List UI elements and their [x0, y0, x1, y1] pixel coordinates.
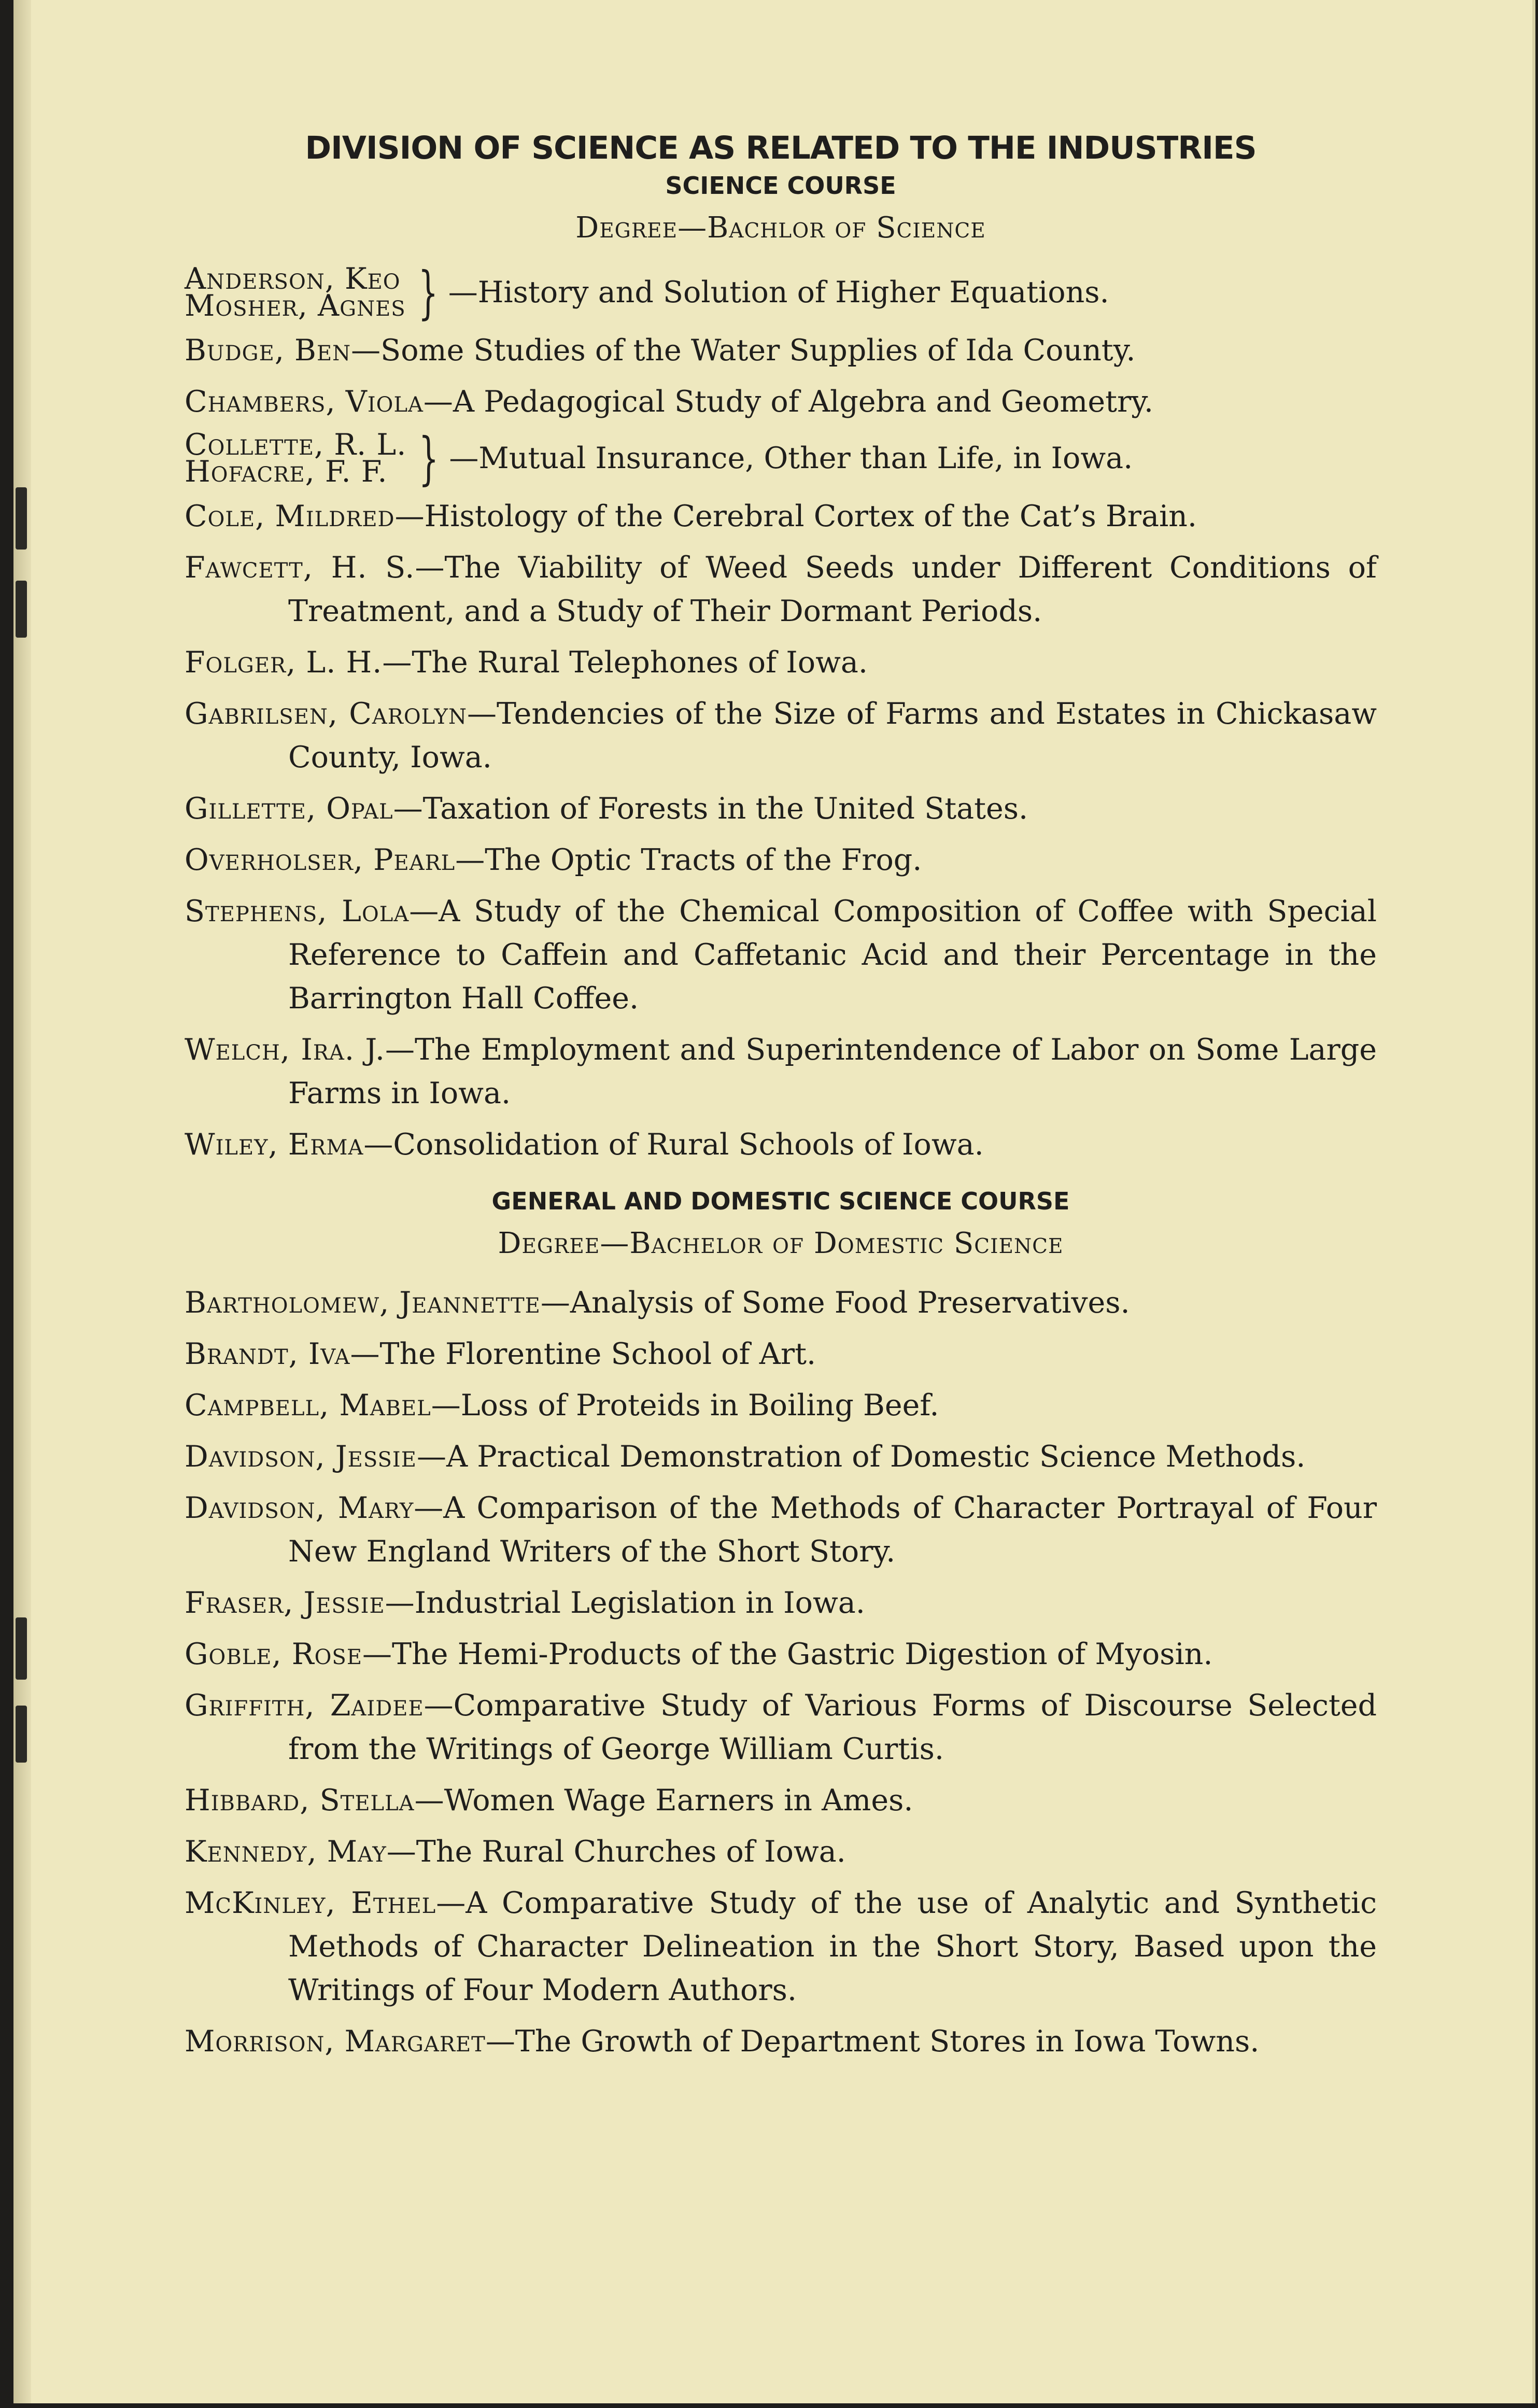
degree-line: Degree—Bachelor of Domestic Science — [498, 1227, 1064, 1260]
thesis-title: —Women Wage Earners in Ames. — [414, 1783, 913, 1818]
thesis-title: —The Florentine School of Art. — [350, 1337, 816, 1371]
thesis-title: —Some Studies of the Water Supplies of Ida County. — [351, 333, 1136, 368]
paired-entry — [185, 259, 1377, 326]
thesis-title: —The Viability of Weed Seeds under Different Conditions of Treatment, and a Study of Their Dormant Periods. — [288, 551, 1377, 628]
degree-line: Degree—Bachlor of Science — [575, 211, 986, 245]
thesis-title: —A Comparison of the Methods of Character Portrayal of Four New England Writers of the Short Story. — [288, 1491, 1377, 1569]
author-name: Morrison, Margaret — [185, 2024, 486, 2059]
author-name: Wiley, Erma — [185, 1128, 364, 1162]
page-spine — [13, 0, 31, 2403]
list-item — [185, 495, 1377, 538]
list-item — [185, 692, 1377, 779]
thesis-title: —A Comparative Study of the use of Analytic and Synthetic Methods of Character Delineation in the Short Story, Based upon the Writings of Four Modern Authors. — [288, 1886, 1377, 2007]
list-item — [185, 1486, 1377, 1573]
author-name: Budge, Ben — [185, 333, 351, 368]
list-item — [185, 380, 1377, 424]
binding-mark — [16, 1617, 27, 1680]
thesis-title: —Analysis of Some Food Preservatives. — [540, 1286, 1130, 1320]
list-item — [185, 329, 1377, 372]
list-item — [185, 890, 1377, 1020]
list-item — [185, 787, 1377, 830]
list-item — [185, 1435, 1377, 1478]
thesis-title: —The Hemi-Products of the Gastric Digestion of Myosin. — [362, 1637, 1213, 1671]
author-name: Hibbard, Stella — [185, 1783, 415, 1818]
author-name: Chambers, Viola — [185, 385, 424, 419]
thesis-title: —Tendencies of the Size of Farms and Estates in Chickasaw County, Iowa. — [288, 697, 1377, 774]
thesis-title: —The Optic Tracts of the Frog. — [455, 843, 922, 877]
author-name: Campbell, Mabel — [185, 1388, 431, 1423]
author-name: Bartholomew, Jeannette — [185, 1286, 541, 1320]
course-heading: GENERAL AND DOMESTIC SCIENCE COURSE — [491, 1187, 1070, 1215]
list-item — [185, 1281, 1377, 1325]
thesis-title: —History and Solution of Higher Equations. — [448, 275, 1109, 309]
author-name: Mosher, Agnes — [185, 289, 406, 323]
thesis-title: —Consolidation of Rural Schools of Iowa. — [363, 1128, 984, 1162]
brace-glyph: } — [419, 425, 439, 491]
list-item — [185, 1779, 1377, 1822]
author-name: Welch, Ira. J. — [185, 1033, 385, 1067]
list-item — [185, 1332, 1377, 1376]
thesis-title: —Taxation of Forests in the United States. — [393, 792, 1028, 826]
author-name: Overholser, Pearl — [185, 843, 456, 877]
author-name: Collette, R. L. — [185, 428, 407, 462]
author-name: Davidson, Jessie — [185, 1440, 417, 1474]
document-page — [13, 0, 1535, 2403]
thesis-title: —A Pedagogical Study of Algebra and Geometry. — [423, 385, 1153, 419]
thesis-title: —Mutual Insurance, Other than Life, in Iowa. — [449, 441, 1133, 475]
list-item — [185, 641, 1377, 684]
thesis-title: —Histology of the Cerebral Cortex of the Cat’s Brain. — [394, 499, 1197, 533]
thesis-title: —A Study of the Chemical Composition of Coffee with Special Reference to Caffein and Caffetanic Acid and their Percentage in the Barrington Hall Coffee. — [288, 894, 1377, 1016]
list-item — [185, 1881, 1377, 2012]
list-item — [185, 2020, 1377, 2063]
list-item — [185, 1384, 1377, 1427]
author-name: Folger, L. H. — [185, 645, 383, 680]
list-item — [185, 1581, 1377, 1625]
author-name: Anderson, Keo — [185, 262, 401, 296]
list-item — [185, 1123, 1377, 1166]
page-heading: DIVISION OF SCIENCE AS RELATED TO THE INDUSTRIES — [305, 130, 1257, 166]
paired-entry — [185, 425, 1377, 491]
list-item — [185, 1830, 1377, 1874]
thesis-title: —The Rural Telephones of Iowa. — [382, 645, 868, 680]
list-item — [185, 546, 1377, 633]
author-name: Gabrilsen, Carolyn — [185, 697, 468, 731]
binding-mark — [16, 487, 27, 550]
course-heading: SCIENCE COURSE — [665, 172, 896, 200]
author-name: Stephens, Lola — [185, 894, 410, 928]
author-name: Fraser, Jessie — [185, 1586, 385, 1620]
author-name: Cole, Mildred — [185, 499, 395, 533]
thesis-title: —The Employment and Superintendence of Labor on Some Large Farms in Iowa. — [288, 1033, 1377, 1110]
author-name: Hofacre, F. F. — [185, 455, 388, 489]
author-name: Gillette, Opal — [185, 792, 393, 826]
binding-mark — [16, 1706, 27, 1763]
author-name: Fawcett, H. S. — [185, 551, 415, 585]
list-item — [185, 838, 1377, 882]
thesis-title: —Industrial Legislation in Iowa. — [385, 1586, 865, 1620]
author-name: Brandt, Iva — [185, 1337, 350, 1371]
author-name: McKinley, Ethel — [185, 1886, 436, 1920]
thesis-title: —The Rural Churches of Iowa. — [386, 1835, 846, 1869]
list-item — [185, 1028, 1377, 1115]
list-item — [185, 1684, 1377, 1771]
thesis-title: —Loss of Proteids in Boiling Beef. — [431, 1388, 939, 1423]
author-name: Davidson, Mary — [185, 1491, 414, 1525]
list-item — [185, 1632, 1377, 1676]
thesis-title: —A Practical Demonstration of Domestic Science Methods. — [416, 1440, 1306, 1474]
brace-glyph: } — [418, 259, 438, 326]
author-name: Kennedy, May — [185, 1835, 387, 1869]
author-name: Griffith, Zaidee — [185, 1688, 424, 1723]
thesis-title: —The Growth of Department Stores in Iowa Towns. — [485, 2024, 1260, 2059]
page-content — [185, 130, 1377, 2071]
binding-mark — [16, 581, 27, 638]
author-name: Goble, Rose — [185, 1637, 363, 1671]
thesis-title: —Comparative Study of Various Forms of Discourse Selected from the Writings of George William Curtis. — [288, 1688, 1377, 1766]
